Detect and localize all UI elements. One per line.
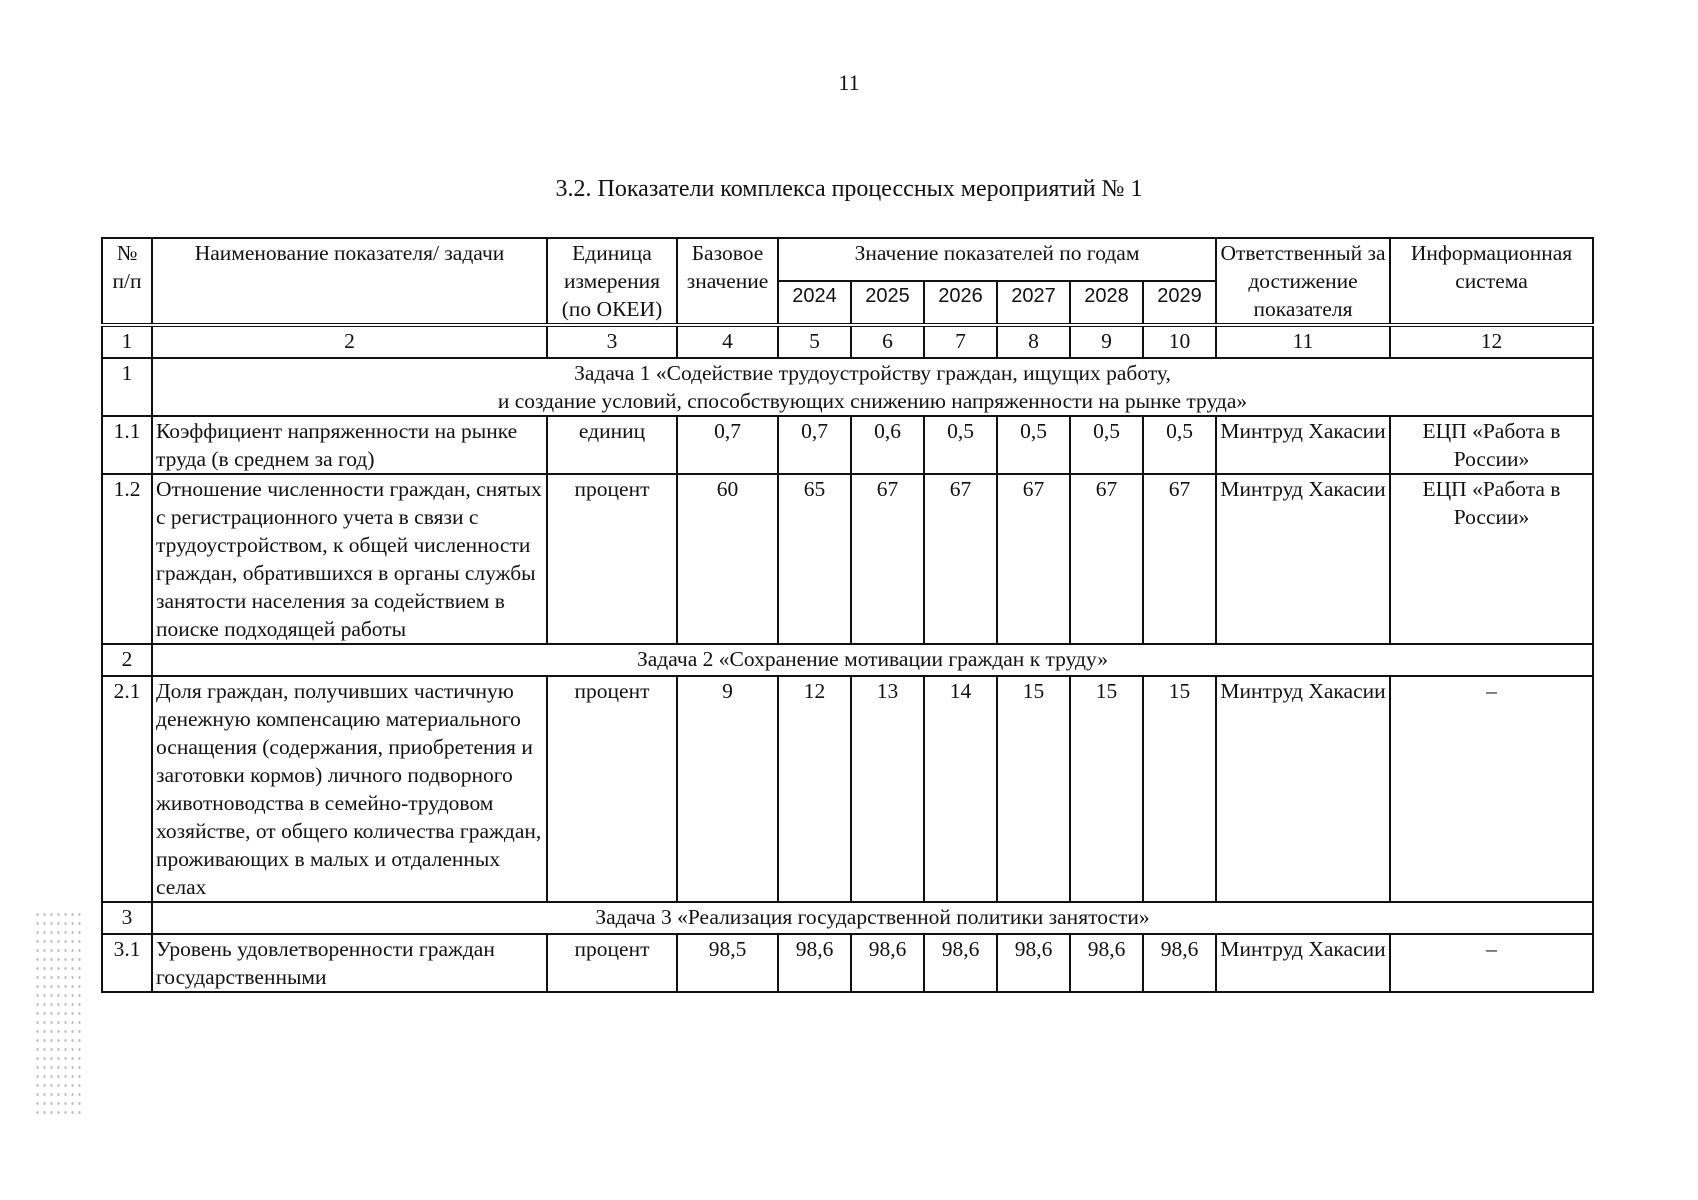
indicator-value: 65 (778, 474, 851, 644)
header-name: Наименование показателя/ задачи (152, 238, 547, 325)
column-number: 7 (924, 325, 997, 358)
indicator-value: 67 (997, 474, 1070, 644)
column-number: 5 (778, 325, 851, 358)
indicator-value: 67 (1143, 474, 1216, 644)
indicator-num: 3.1 (102, 934, 152, 992)
indicator-responsible: Минтруд Хакасии (1216, 676, 1390, 902)
column-number: 2 (152, 325, 547, 358)
indicator-value: 67 (1070, 474, 1143, 644)
indicator-base: 0,7 (677, 416, 778, 474)
task-title: Задача 3 «Реализация государственной политики занятости» (152, 902, 1593, 934)
indicator-row (102, 934, 1593, 992)
indicator-value: 13 (851, 676, 924, 902)
indicator-unit: процент (547, 676, 677, 902)
header-year: 2029 (1143, 281, 1216, 325)
indicator-value: 98,6 (997, 934, 1070, 992)
indicator-name: Коэффициент напряженности на рынке труда (в среднем за год) (152, 416, 547, 474)
header-system: Информационная система (1390, 238, 1593, 325)
header-year: 2027 (997, 281, 1070, 325)
indicator-value: 0,5 (997, 416, 1070, 474)
header-year: 2025 (851, 281, 924, 325)
indicator-value: 0,6 (851, 416, 924, 474)
indicator-responsible: Минтруд Хакасии (1216, 416, 1390, 474)
header-years-group: Значение показателей по годам (778, 238, 1216, 281)
indicators-table (101, 237, 1594, 993)
task-num: 1 (102, 358, 152, 416)
column-number: 10 (1143, 325, 1216, 358)
indicator-responsible: Минтруд Хакасии (1216, 934, 1390, 992)
indicator-base: 60 (677, 474, 778, 644)
column-number: 11 (1216, 325, 1390, 358)
indicator-value: 98,6 (1070, 934, 1143, 992)
indicator-value: 15 (1143, 676, 1216, 902)
indicator-value: 98,6 (1143, 934, 1216, 992)
header-num: № п/п (102, 238, 152, 325)
task-title: Задача 2 «Сохранение мотивации граждан к труду» (152, 644, 1593, 676)
indicator-base: 9 (677, 676, 778, 902)
indicator-system: – (1390, 934, 1593, 992)
indicator-system: ЕЦП «Работа в России» (1390, 416, 1593, 474)
indicator-base: 98,5 (677, 934, 778, 992)
indicator-system: – (1390, 676, 1593, 902)
task-title-line: и создание условий, способствующих снижению напряженности на рынке труда» (497, 389, 1248, 413)
indicator-system: ЕЦП «Работа в России» (1390, 474, 1593, 644)
indicator-name: Отношение численности граждан, снятых с регистрационного учета в связи с трудоустройством, к общей численности граждан, обратившихся в органы службы занятости населения за содействием в поиске подходящей работы (152, 474, 547, 644)
indicator-value: 0,5 (1070, 416, 1143, 474)
indicator-value: 67 (851, 474, 924, 644)
task-title (152, 358, 1593, 416)
indicator-name: Доля граждан, получивших частичную денежную компенсацию материального оснащения (содержания, приобретения и заготовки кормов) личного подворного животноводства в семейно-трудовом хозяйстве, от общего количества граждан, проживающих в малых и отдаленных селах (152, 676, 547, 902)
task-num: 2 (102, 644, 152, 676)
column-number-row (102, 325, 1593, 358)
margin-scan-marks (34, 910, 84, 1120)
indicator-value: 15 (1070, 676, 1143, 902)
header-base: Базовое значение (677, 238, 778, 325)
column-number: 1 (102, 325, 152, 358)
indicator-row (102, 676, 1593, 902)
column-number: 9 (1070, 325, 1143, 358)
indicator-value: 0,5 (1143, 416, 1216, 474)
indicator-row (102, 416, 1593, 474)
column-number: 6 (851, 325, 924, 358)
indicator-name: Уровень удовлетворенности граждан государственными (152, 934, 547, 992)
column-number: 4 (677, 325, 778, 358)
column-number: 3 (547, 325, 677, 358)
header-year: 2024 (778, 281, 851, 325)
indicator-value: 14 (924, 676, 997, 902)
task-row (102, 358, 1593, 416)
header-row (102, 238, 1593, 281)
indicator-num: 1.1 (102, 416, 152, 474)
header-year: 2026 (924, 281, 997, 325)
indicator-num: 2.1 (102, 676, 152, 902)
page-number: 11 (838, 70, 860, 95)
indicator-value: 0,7 (778, 416, 851, 474)
indicator-row (102, 474, 1593, 644)
indicator-unit: процент (547, 934, 677, 992)
task-title-line: Задача 1 «Содействие трудоустройству граждан, ищущих работу, (574, 361, 1171, 385)
header-responsible: Ответственный за достижение показателя (1216, 238, 1390, 325)
task-row (102, 644, 1593, 676)
indicator-value: 98,6 (778, 934, 851, 992)
indicator-value: 15 (997, 676, 1070, 902)
header-year: 2028 (1070, 281, 1143, 325)
indicator-num: 1.2 (102, 474, 152, 644)
column-number: 8 (997, 325, 1070, 358)
task-num: 3 (102, 902, 152, 934)
indicator-value: 0,5 (924, 416, 997, 474)
indicator-unit: процент (547, 474, 677, 644)
indicator-value: 98,6 (924, 934, 997, 992)
indicator-value: 98,6 (851, 934, 924, 992)
indicator-responsible: Минтруд Хакасии (1216, 474, 1390, 644)
indicator-unit: единиц (547, 416, 677, 474)
column-number: 12 (1390, 325, 1593, 358)
indicator-value: 67 (924, 474, 997, 644)
task-row (102, 902, 1593, 934)
header-unit: Единица измерения (по ОКЕИ) (547, 238, 677, 325)
section-title: 3.2. Показатели комплекса процессных мероприятий № 1 (555, 176, 1143, 202)
indicator-value: 12 (778, 676, 851, 902)
